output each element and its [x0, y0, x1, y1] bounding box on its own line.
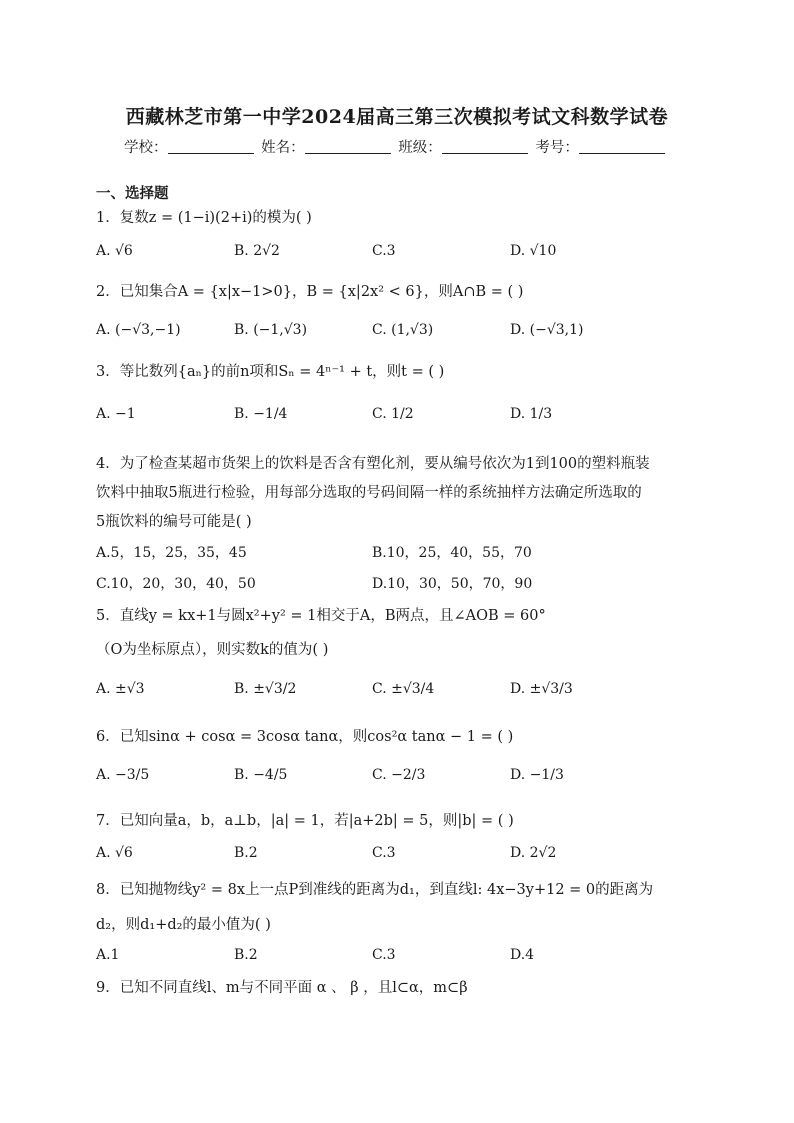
question-7: 7．已知向量a，b，a⊥b，|a| = 1，若|a+2b| = 5，则|b| = ( ) [96, 813, 514, 829]
q2-option-c[interactable]: C. (1,√3) [372, 322, 434, 338]
question-4-line-3: 5瓶饮料的编号可能是( ) [96, 514, 252, 530]
q4-option-a[interactable]: A.5，15，25，35，45 [96, 545, 247, 561]
q4-option-c[interactable]: C.10，20，30，40，50 [96, 576, 256, 592]
school-blank[interactable] [168, 139, 254, 154]
q5-option-d[interactable]: D. ±√3/3 [510, 681, 573, 697]
q6-option-d[interactable]: D. −1/3 [510, 767, 564, 783]
q1-option-a[interactable]: A. √6 [96, 243, 133, 259]
q5-option-c[interactable]: C. ±√3/4 [372, 681, 435, 697]
q7-option-a[interactable]: A. √6 [96, 845, 133, 861]
question-1: 1．复数z = (1−i)(2+i)的模为( ) [96, 210, 312, 226]
q3-option-a[interactable]: A. −1 [96, 406, 136, 422]
q3-option-d[interactable]: D. 1/3 [510, 406, 553, 422]
question-2: 2．已知集合A = {x|x−1>0}，B = {x|2x² < 6}，则A∩B = ( ) [96, 284, 524, 300]
question-8-line-2: d₂，则d₁+d₂的最小值为( ) [96, 917, 271, 933]
question-4-line-1: 4．为了检查某超市货架上的饮料是否含有塑化剂，要从编号依次为1到100的塑料瓶装 [96, 456, 650, 472]
q6-option-c[interactable]: C. −2/3 [372, 767, 426, 783]
q7-option-d[interactable]: D. 2√2 [510, 845, 557, 861]
number-blank[interactable] [579, 139, 665, 154]
school-label: 学校： [124, 140, 168, 156]
name-blank[interactable] [305, 139, 391, 154]
name-label: 姓名： [261, 140, 305, 156]
q8-option-c[interactable]: C.3 [372, 947, 396, 963]
q1-option-b[interactable]: B. 2√2 [234, 243, 280, 259]
q3-option-c[interactable]: C. 1/2 [372, 406, 414, 422]
q6-option-a[interactable]: A. −3/5 [96, 767, 150, 783]
q1-option-d[interactable]: D. √10 [510, 243, 557, 259]
exam-title: 西藏林芝市第一中学2024届高三第三次模拟考试文科数学试卷 [125, 106, 669, 128]
q5-option-b[interactable]: B. ±√3/2 [234, 681, 297, 697]
question-6: 6．已知sinα + cosα = 3cosα tanα，则cos²α tanα − 1 = ( ) [96, 729, 514, 745]
q4-option-d[interactable]: D.10，30，50，70，90 [372, 576, 533, 592]
question-4-line-2: 饮料中抽取5瓶进行检验，用每部分选取的号码间隔一样的系统抽样方法确定所选取的 [96, 485, 642, 501]
question-5-line-2: （O为坐标原点），则实数k的值为( ) [96, 642, 329, 658]
question-8-line-1: 8．已知抛物线y² = 8x上一点P到准线的距离为d₁，到直线l: 4x−3y+12 = 0的距离为 [96, 882, 654, 898]
q3-option-b[interactable]: B. −1/4 [234, 406, 288, 422]
q2-option-a[interactable]: A. (−√3,−1) [96, 322, 181, 338]
q6-option-b[interactable]: B. −4/5 [234, 767, 288, 783]
class-blank[interactable] [442, 139, 528, 154]
q2-option-d[interactable]: D. (−√3,1) [510, 322, 584, 338]
q8-option-b[interactable]: B.2 [234, 947, 258, 963]
q5-option-a[interactable]: A. ±√3 [96, 681, 145, 697]
q7-option-b[interactable]: B.2 [234, 845, 258, 861]
q8-option-a[interactable]: A.1 [96, 947, 120, 963]
question-3: 3．等比数列{aₙ}的前n项和Sₙ = 4ⁿ⁻¹ + t，则t = ( ) [96, 364, 445, 380]
q1-option-c[interactable]: C.3 [372, 243, 396, 259]
question-5-line-1: 5．直线y = kx+1与圆x²+y² = 1相交于A，B两点，且∠AOB = 60° [96, 608, 546, 624]
student-info-line [124, 136, 668, 157]
section-heading: 一、选择题 [96, 185, 169, 202]
question-9: 9．已知不同直线l、m与不同平面 α 、 β ，且l⊂α，m⊂β [96, 980, 468, 996]
class-label: 班级： [398, 140, 442, 156]
q2-option-b[interactable]: B. (−1,√3) [234, 322, 308, 338]
number-label: 考号： [535, 140, 579, 156]
q8-option-d[interactable]: D.4 [510, 947, 535, 963]
q7-option-c[interactable]: C.3 [372, 845, 396, 861]
q4-option-b[interactable]: B.10，25，40，55，70 [372, 545, 532, 561]
